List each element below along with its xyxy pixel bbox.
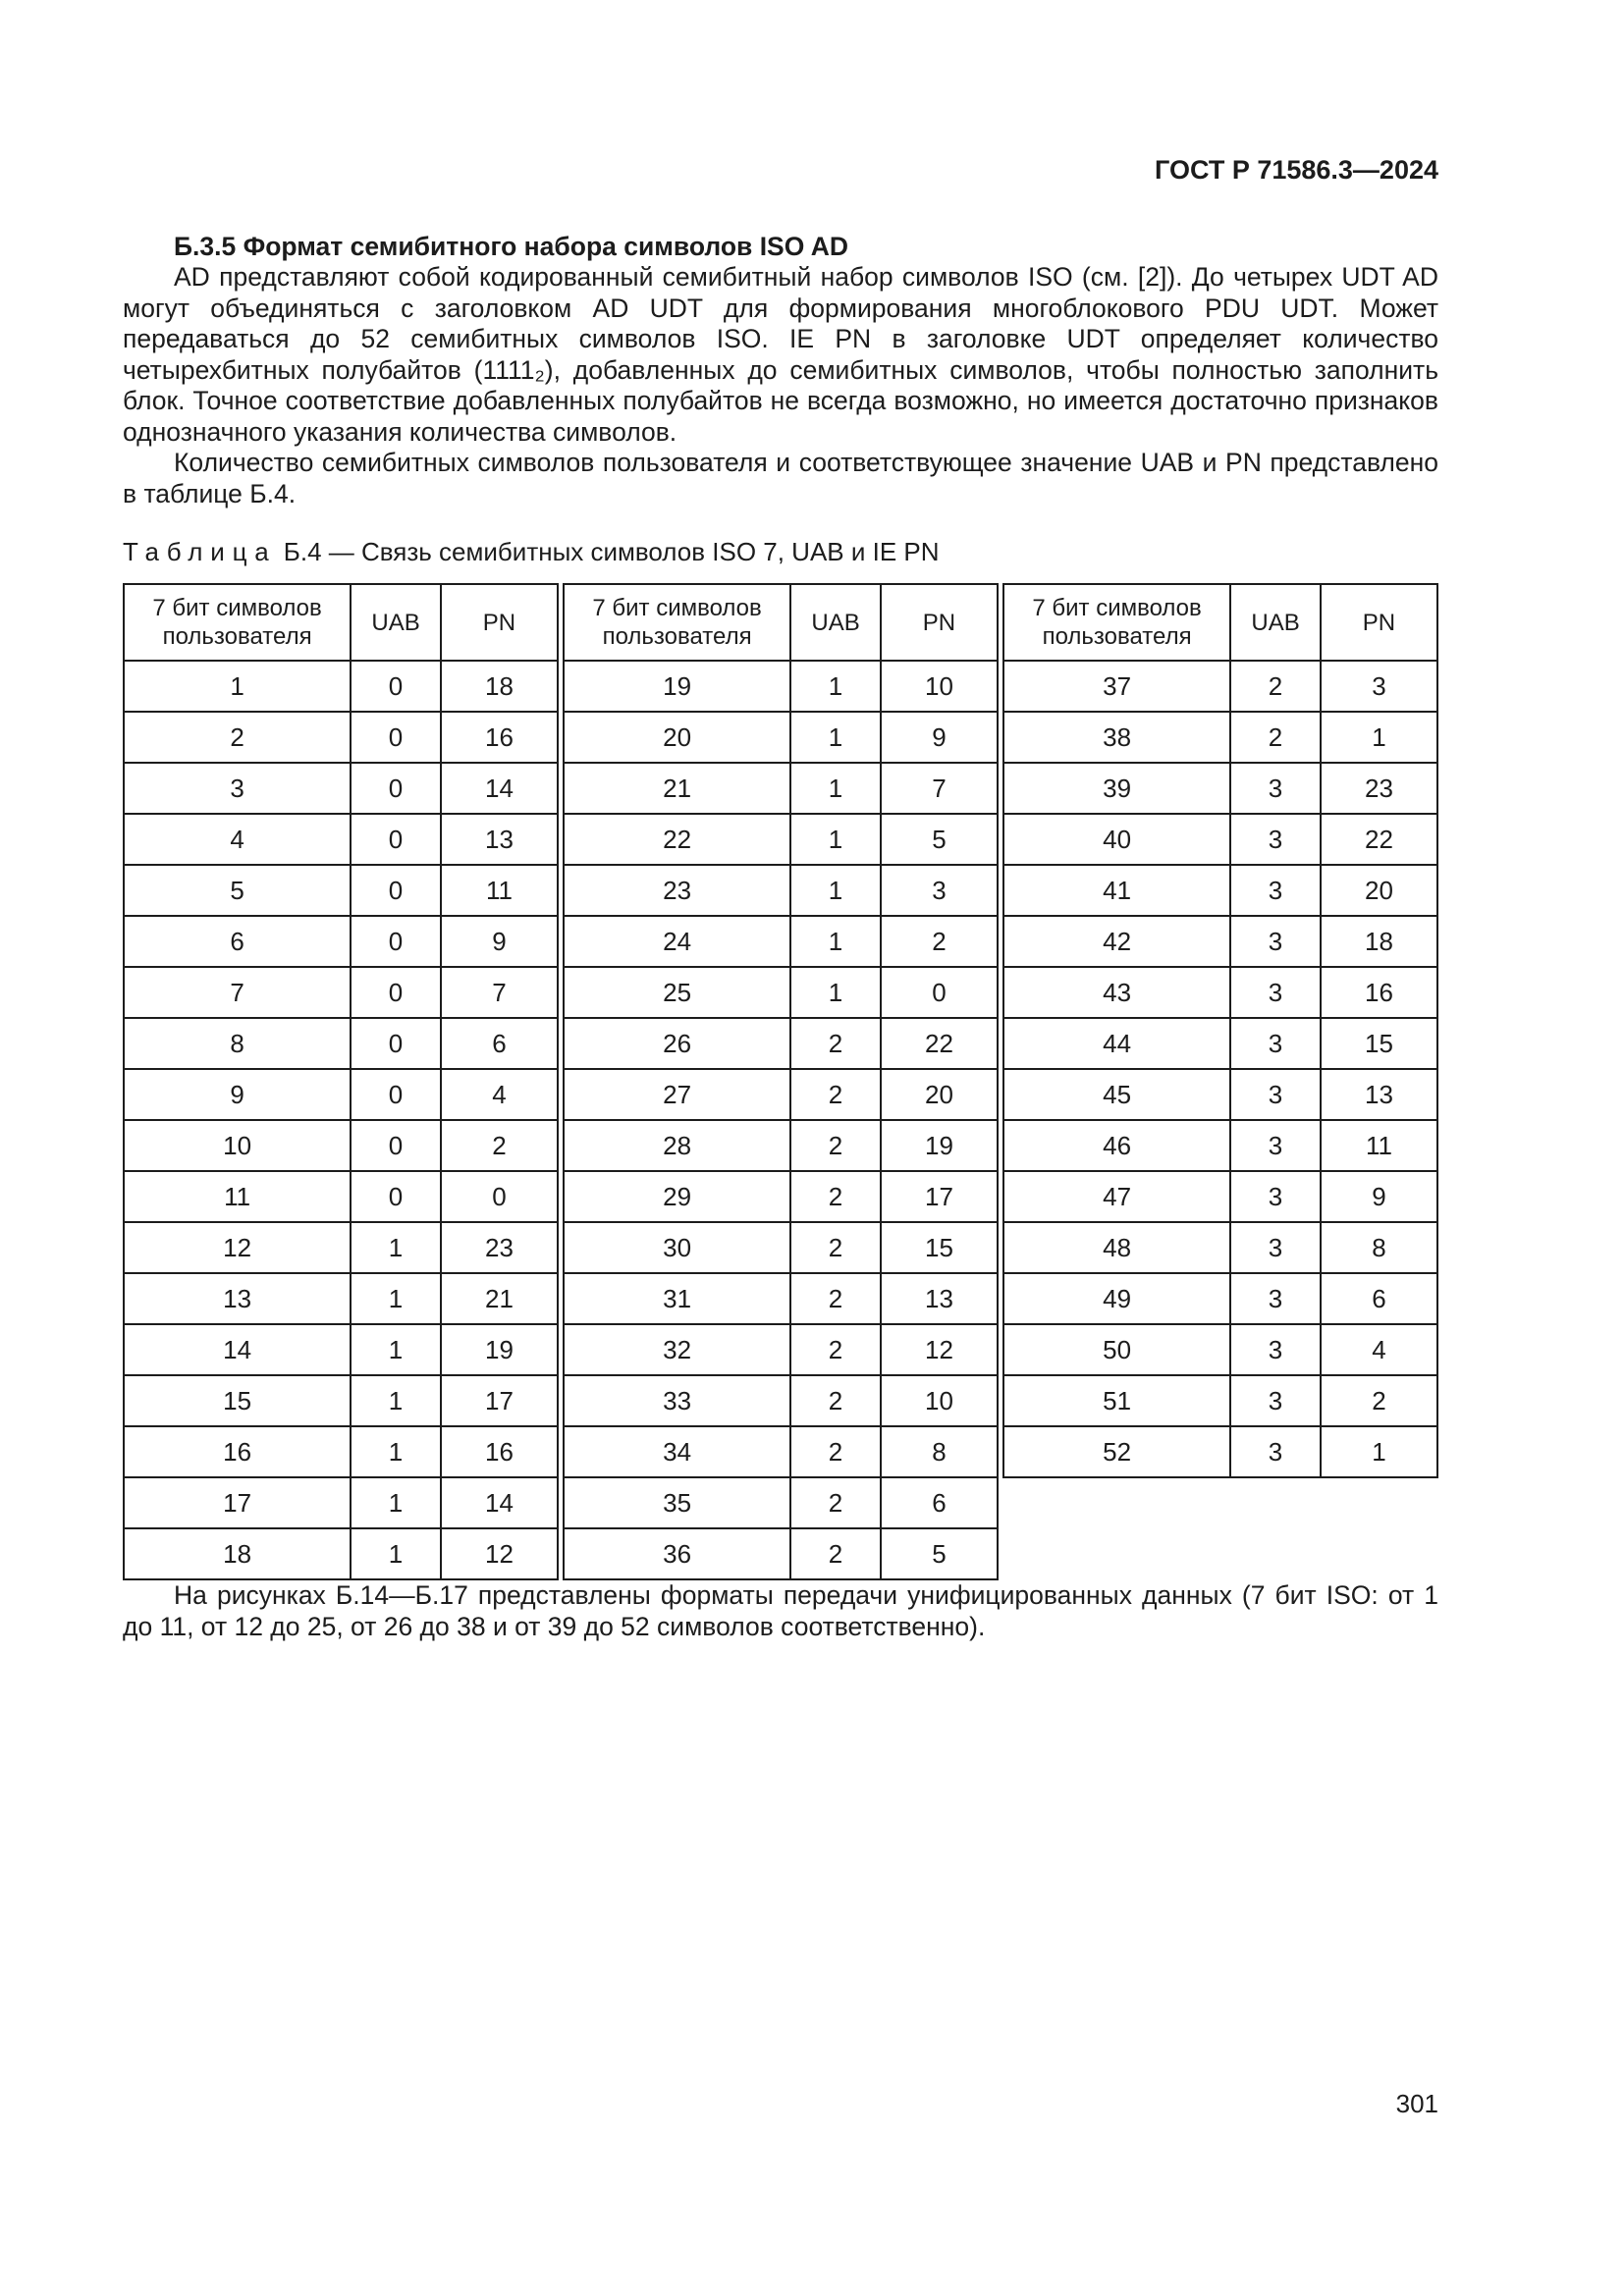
table-cell: 2 bbox=[790, 1222, 881, 1273]
table-cell: 6 bbox=[881, 1477, 998, 1528]
table-cell: 14 bbox=[441, 763, 558, 814]
table-cell: 16 bbox=[441, 712, 558, 763]
table-cell: 10 bbox=[124, 1120, 351, 1171]
table-cell: 3 bbox=[1230, 1120, 1321, 1171]
table-cell: 6 bbox=[124, 916, 351, 967]
table-row bbox=[564, 967, 998, 1018]
table-cell: 18 bbox=[124, 1528, 351, 1579]
table-cell: 6 bbox=[1321, 1273, 1437, 1324]
table-row bbox=[564, 763, 998, 814]
table-row bbox=[564, 1273, 998, 1324]
table-cell: 1 bbox=[351, 1222, 441, 1273]
table-cell: 2 bbox=[790, 1324, 881, 1375]
table-row bbox=[1003, 712, 1437, 763]
table-row bbox=[124, 1018, 558, 1069]
table-cell: 0 bbox=[351, 814, 441, 865]
table-cell: 9 bbox=[881, 712, 998, 763]
table-row bbox=[564, 1528, 998, 1579]
table-cell: 6 bbox=[441, 1018, 558, 1069]
table-cell: 17 bbox=[124, 1477, 351, 1528]
table-cell: 3 bbox=[124, 763, 351, 814]
table-cell: 28 bbox=[564, 1120, 790, 1171]
table-cell: 0 bbox=[351, 1171, 441, 1222]
table-row bbox=[124, 1171, 558, 1222]
table-cell: 51 bbox=[1003, 1375, 1230, 1426]
table-cell: 2 bbox=[124, 712, 351, 763]
table-cell: 15 bbox=[124, 1375, 351, 1426]
table-cell: 22 bbox=[881, 1018, 998, 1069]
table-cell: 1 bbox=[351, 1324, 441, 1375]
table-cell: 21 bbox=[564, 763, 790, 814]
table-header-cell: 7 бит символов пользователя bbox=[124, 584, 351, 661]
table-cell: 1 bbox=[351, 1375, 441, 1426]
table-cell: 24 bbox=[564, 916, 790, 967]
table-cell: 11 bbox=[441, 865, 558, 916]
table-cell: 8 bbox=[124, 1018, 351, 1069]
table-cell: 40 bbox=[1003, 814, 1230, 865]
table-cell: 3 bbox=[1230, 1375, 1321, 1426]
table-row bbox=[564, 1477, 998, 1528]
table-cell: 2 bbox=[881, 916, 998, 967]
table-row bbox=[1003, 865, 1437, 916]
table-row bbox=[124, 1120, 558, 1171]
table-cell: 16 bbox=[441, 1426, 558, 1477]
table-cell: 2 bbox=[790, 1120, 881, 1171]
table-b4-group-3 bbox=[1002, 583, 1438, 1478]
table-cell: 0 bbox=[351, 712, 441, 763]
table-cell: 2 bbox=[790, 1171, 881, 1222]
table-cell: 27 bbox=[564, 1069, 790, 1120]
table-row bbox=[1003, 1120, 1437, 1171]
table-cell: 1 bbox=[790, 763, 881, 814]
table-row bbox=[124, 1069, 558, 1120]
table-caption bbox=[123, 537, 1438, 567]
table-row bbox=[124, 1324, 558, 1375]
table-row bbox=[124, 814, 558, 865]
table-cell: 8 bbox=[1321, 1222, 1437, 1273]
table-cell: 1 bbox=[1321, 712, 1437, 763]
table-header-row bbox=[564, 584, 998, 661]
table-cell: 4 bbox=[124, 814, 351, 865]
table-row bbox=[1003, 967, 1437, 1018]
table-header-cell: 7 бит символов пользователя bbox=[564, 584, 790, 661]
table-cell: 21 bbox=[441, 1273, 558, 1324]
table-cell: 0 bbox=[351, 1069, 441, 1120]
table-row bbox=[564, 1171, 998, 1222]
table-row bbox=[1003, 661, 1437, 712]
table-cell: 12 bbox=[124, 1222, 351, 1273]
table-cell: 13 bbox=[441, 814, 558, 865]
table-row bbox=[124, 1426, 558, 1477]
table-cell: 44 bbox=[1003, 1018, 1230, 1069]
table-cell: 7 bbox=[881, 763, 998, 814]
table-row bbox=[1003, 814, 1437, 865]
table-cell: 23 bbox=[441, 1222, 558, 1273]
table-b4 bbox=[123, 583, 1438, 1580]
table-cell: 41 bbox=[1003, 865, 1230, 916]
table-cell: 49 bbox=[1003, 1273, 1230, 1324]
table-cell: 2 bbox=[1230, 712, 1321, 763]
table-row bbox=[1003, 763, 1437, 814]
table-cell: 15 bbox=[1321, 1018, 1437, 1069]
table-cell: 30 bbox=[564, 1222, 790, 1273]
table-cell: 32 bbox=[564, 1324, 790, 1375]
table-row bbox=[564, 1426, 998, 1477]
table-cell: 3 bbox=[1321, 661, 1437, 712]
table-header-cell: UAB bbox=[351, 584, 441, 661]
table-row bbox=[124, 1477, 558, 1528]
table-cell: 39 bbox=[1003, 763, 1230, 814]
table-cell: 3 bbox=[1230, 916, 1321, 967]
table-row bbox=[564, 1375, 998, 1426]
table-row bbox=[1003, 1018, 1437, 1069]
table-cell: 17 bbox=[441, 1375, 558, 1426]
table-cell: 9 bbox=[441, 916, 558, 967]
table-cell: 2 bbox=[1321, 1375, 1437, 1426]
table-cell: 23 bbox=[564, 865, 790, 916]
table-cell: 1 bbox=[124, 661, 351, 712]
table-cell: 2 bbox=[790, 1477, 881, 1528]
table-cell: 48 bbox=[1003, 1222, 1230, 1273]
table-row bbox=[1003, 916, 1437, 967]
table-cell: 20 bbox=[564, 712, 790, 763]
table-cell: 13 bbox=[124, 1273, 351, 1324]
table-caption-text: Б.4 — Связь семибитных символов ISO 7, UAB и IE PN bbox=[283, 537, 940, 566]
table-cell: 0 bbox=[351, 967, 441, 1018]
table-cell: 2 bbox=[790, 1069, 881, 1120]
table-row bbox=[124, 712, 558, 763]
table-cell: 43 bbox=[1003, 967, 1230, 1018]
table-cell: 37 bbox=[1003, 661, 1230, 712]
table-cell: 0 bbox=[441, 1171, 558, 1222]
table-cell: 3 bbox=[881, 865, 998, 916]
table-cell: 3 bbox=[1230, 1324, 1321, 1375]
table-cell: 0 bbox=[351, 661, 441, 712]
table-cell: 3 bbox=[1230, 763, 1321, 814]
table-row bbox=[1003, 1375, 1437, 1426]
table-cell: 2 bbox=[790, 1528, 881, 1579]
table-header-cell: UAB bbox=[790, 584, 881, 661]
table-cell: 1 bbox=[790, 967, 881, 1018]
table-cell: 26 bbox=[564, 1018, 790, 1069]
table-row bbox=[124, 1528, 558, 1579]
table-cell: 20 bbox=[881, 1069, 998, 1120]
table-row bbox=[564, 661, 998, 712]
table-cell: 2 bbox=[441, 1120, 558, 1171]
table-cell: 12 bbox=[881, 1324, 998, 1375]
table-cell: 16 bbox=[124, 1426, 351, 1477]
table-row bbox=[1003, 1273, 1437, 1324]
table-cell: 11 bbox=[124, 1171, 351, 1222]
table-cell: 2 bbox=[1230, 661, 1321, 712]
table-cell: 1 bbox=[351, 1528, 441, 1579]
table-row bbox=[1003, 1222, 1437, 1273]
table-cell: 14 bbox=[124, 1324, 351, 1375]
table-row bbox=[124, 763, 558, 814]
table-cell: 2 bbox=[790, 1375, 881, 1426]
table-row bbox=[1003, 1426, 1437, 1477]
table-cell: 36 bbox=[564, 1528, 790, 1579]
table-cell: 2 bbox=[790, 1426, 881, 1477]
table-header-cell: 7 бит символов пользователя bbox=[1003, 584, 1230, 661]
table-cell: 0 bbox=[881, 967, 998, 1018]
table-cell: 10 bbox=[881, 661, 998, 712]
table-row bbox=[564, 916, 998, 967]
table-header-cell: PN bbox=[881, 584, 998, 661]
table-cell: 35 bbox=[564, 1477, 790, 1528]
table-cell: 47 bbox=[1003, 1171, 1230, 1222]
table-cell: 3 bbox=[1230, 814, 1321, 865]
table-row bbox=[564, 1324, 998, 1375]
table-cell: 7 bbox=[124, 967, 351, 1018]
table-cell: 14 bbox=[441, 1477, 558, 1528]
page-number: 301 bbox=[1395, 2089, 1438, 2118]
table-cell: 42 bbox=[1003, 916, 1230, 967]
table-row bbox=[1003, 1171, 1437, 1222]
table-row bbox=[124, 1375, 558, 1426]
table-row bbox=[124, 916, 558, 967]
table-cell: 9 bbox=[124, 1069, 351, 1120]
table-cell: 1 bbox=[351, 1273, 441, 1324]
table-cell: 4 bbox=[441, 1069, 558, 1120]
table-header-cell: PN bbox=[441, 584, 558, 661]
table-row bbox=[564, 814, 998, 865]
table-cell: 7 bbox=[441, 967, 558, 1018]
table-cell: 10 bbox=[881, 1375, 998, 1426]
table-cell: 3 bbox=[1230, 1273, 1321, 1324]
table-cell: 11 bbox=[1321, 1120, 1437, 1171]
table-row bbox=[564, 1120, 998, 1171]
table-cell: 23 bbox=[1321, 763, 1437, 814]
table-cell: 16 bbox=[1321, 967, 1437, 1018]
table-cell: 38 bbox=[1003, 712, 1230, 763]
table-cell: 33 bbox=[564, 1375, 790, 1426]
table-header-row bbox=[1003, 584, 1437, 661]
paragraph-2: Количество семибитных символов пользователя и соответствующее значение UAB и PN представлено в таблице Б.4. bbox=[123, 448, 1438, 508]
table-cell: 3 bbox=[1230, 1018, 1321, 1069]
table-cell: 5 bbox=[881, 814, 998, 865]
table-cell: 15 bbox=[881, 1222, 998, 1273]
table-row bbox=[564, 1018, 998, 1069]
table-cell: 3 bbox=[1230, 865, 1321, 916]
table-cell: 1 bbox=[790, 712, 881, 763]
table-cell: 18 bbox=[441, 661, 558, 712]
table-cell: 22 bbox=[564, 814, 790, 865]
table-row bbox=[564, 1222, 998, 1273]
table-row bbox=[564, 712, 998, 763]
table-row bbox=[124, 1273, 558, 1324]
paragraph-1: AD представляют собой кодированный семибитный набор символов ISO (см. [2]). До четырех UDT AD могут объединяться с заголовком AD UDT для формирования многоблокового PDU UDT. Может передаваться до 52 семибитных символов ISO. IE PN в заголовке UDT определяет количество четырехбитных полубайтов (1111₂), добавленных до семибитных символов, чтобы полностью заполнить блок. Точное соответствие добавленных полубайтов не всегда возможно, но имеется достаточно признаков однозначного указания количества символов. bbox=[123, 262, 1439, 447]
table-cell: 4 bbox=[1321, 1324, 1437, 1375]
table-cell: 1 bbox=[790, 814, 881, 865]
table-cell: 13 bbox=[881, 1273, 998, 1324]
table-cell: 0 bbox=[351, 1018, 441, 1069]
table-cell: 1 bbox=[790, 916, 881, 967]
table-cell: 1 bbox=[1321, 1426, 1437, 1477]
table-cell: 0 bbox=[351, 1120, 441, 1171]
page-content bbox=[123, 155, 1438, 1642]
table-cell: 3 bbox=[1230, 1222, 1321, 1273]
table-cell: 3 bbox=[1230, 967, 1321, 1018]
table-row bbox=[124, 661, 558, 712]
table-caption-label: Таблица bbox=[123, 537, 277, 566]
table-cell: 52 bbox=[1003, 1426, 1230, 1477]
table-row bbox=[124, 865, 558, 916]
table-cell: 1 bbox=[351, 1426, 441, 1477]
table-cell: 0 bbox=[351, 916, 441, 967]
table-cell: 19 bbox=[564, 661, 790, 712]
table-cell: 5 bbox=[881, 1528, 998, 1579]
table-b4-group-1 bbox=[123, 583, 559, 1580]
table-row bbox=[564, 1069, 998, 1120]
table-cell: 45 bbox=[1003, 1069, 1230, 1120]
table-b4-group-2 bbox=[563, 583, 999, 1580]
table-cell: 9 bbox=[1321, 1171, 1437, 1222]
closing-paragraph: На рисунках Б.14—Б.17 представлены форматы передачи унифицированных данных (7 бит ISO: от 1 до 11, от 12 до 25, от 26 до 38 и от 39 до 52 символов соответственно). bbox=[123, 1580, 1438, 1641]
table-cell: 5 bbox=[124, 865, 351, 916]
table-cell: 34 bbox=[564, 1426, 790, 1477]
table-row bbox=[124, 967, 558, 1018]
section-heading: Б.3.5 Формат семибитного набора символов ISO AD bbox=[174, 232, 848, 261]
table-row bbox=[1003, 1324, 1437, 1375]
table-cell: 2 bbox=[790, 1273, 881, 1324]
table-cell: 31 bbox=[564, 1273, 790, 1324]
table-header-cell: PN bbox=[1321, 584, 1437, 661]
table-row bbox=[1003, 1069, 1437, 1120]
table-cell: 13 bbox=[1321, 1069, 1437, 1120]
table-header-row bbox=[124, 584, 558, 661]
table-cell: 12 bbox=[441, 1528, 558, 1579]
table-cell: 29 bbox=[564, 1171, 790, 1222]
table-cell: 0 bbox=[351, 763, 441, 814]
table-cell: 3 bbox=[1230, 1426, 1321, 1477]
table-cell: 50 bbox=[1003, 1324, 1230, 1375]
table-cell: 3 bbox=[1230, 1069, 1321, 1120]
table-cell: 19 bbox=[881, 1120, 998, 1171]
table-cell: 25 bbox=[564, 967, 790, 1018]
table-row bbox=[564, 865, 998, 916]
table-cell: 46 bbox=[1003, 1120, 1230, 1171]
table-cell: 1 bbox=[790, 661, 881, 712]
table-cell: 18 bbox=[1321, 916, 1437, 967]
table-cell: 8 bbox=[881, 1426, 998, 1477]
table-row bbox=[124, 1222, 558, 1273]
table-cell: 19 bbox=[441, 1324, 558, 1375]
table-cell: 22 bbox=[1321, 814, 1437, 865]
table-cell: 20 bbox=[1321, 865, 1437, 916]
table-cell: 1 bbox=[790, 865, 881, 916]
table-cell: 0 bbox=[351, 865, 441, 916]
table-cell: 17 bbox=[881, 1171, 998, 1222]
document-code: ГОСТ Р 71586.3—2024 bbox=[1155, 155, 1438, 185]
table-cell: 1 bbox=[351, 1477, 441, 1528]
table-header-cell: UAB bbox=[1230, 584, 1321, 661]
table-cell: 3 bbox=[1230, 1171, 1321, 1222]
table-cell: 2 bbox=[790, 1018, 881, 1069]
